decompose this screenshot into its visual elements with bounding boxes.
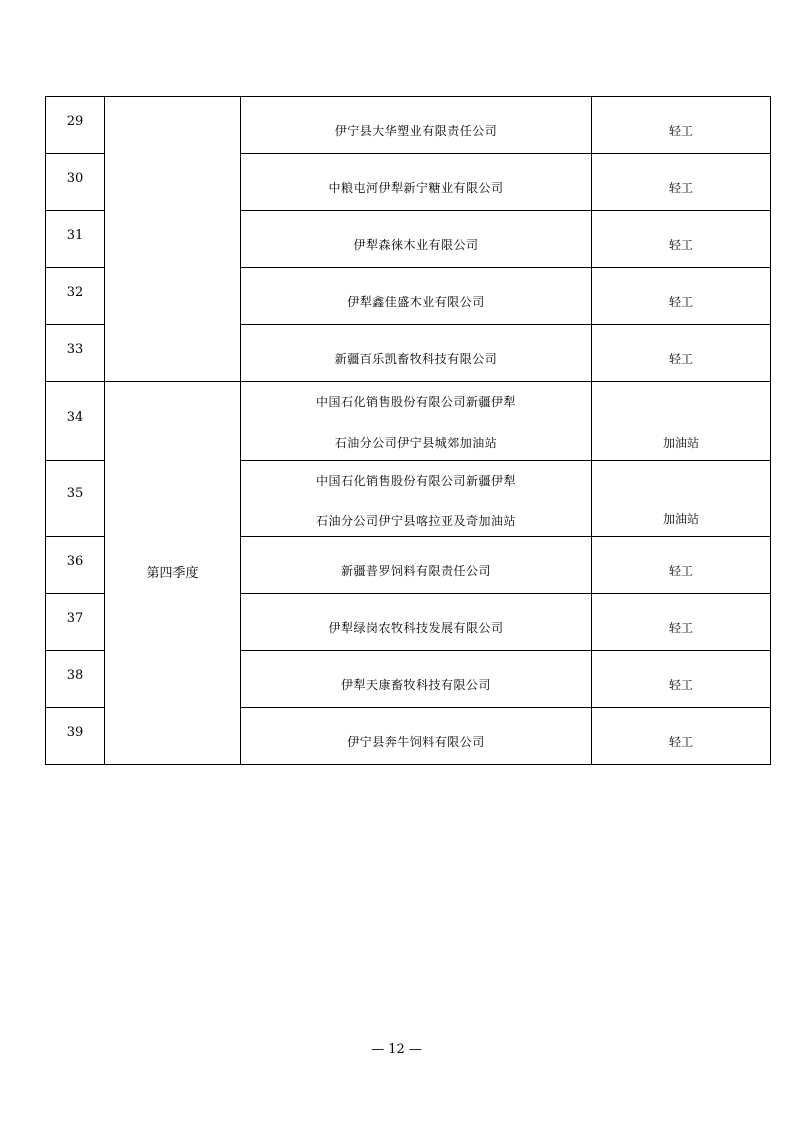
company-name: 伊犁天康畜牧科技有限公司 xyxy=(241,651,592,708)
company-name: 中粮屯河伊犁新宁糖业有限公司 xyxy=(241,154,592,211)
company-name xyxy=(241,461,592,537)
industry-type: 轻工 xyxy=(592,154,771,211)
company-name: 新疆普罗饲料有限责任公司 xyxy=(241,537,592,594)
company-name xyxy=(241,382,592,461)
row-number: 31 xyxy=(46,211,105,268)
industry-type: 轻工 xyxy=(592,708,771,765)
row-number: 34 xyxy=(46,382,105,461)
company-name: 伊宁县大华塑业有限责任公司 xyxy=(241,97,592,154)
company-name: 新疆百乐凯畜牧科技有限公司 xyxy=(241,325,592,382)
company-name: 伊犁鑫佳盛木业有限公司 xyxy=(241,268,592,325)
row-number: 36 xyxy=(46,537,105,594)
company-name-line2: 石油分公司伊宁县城郊加油站 xyxy=(334,436,498,450)
row-number: 35 xyxy=(46,461,105,537)
enterprise-table xyxy=(45,96,771,765)
company-name: 伊宁县奔牛饲料有限公司 xyxy=(241,708,592,765)
company-name: 伊犁绿岗农牧科技发展有限公司 xyxy=(241,594,592,651)
industry-type: 轻工 xyxy=(592,211,771,268)
quarter-cell-previous xyxy=(105,97,241,382)
company-name-line1: 中国石化销售股份有限公司新疆伊犁 xyxy=(315,474,516,488)
table-row xyxy=(46,97,771,154)
row-number: 29 xyxy=(46,97,105,154)
industry-type: 轻工 xyxy=(592,97,771,154)
industry-type: 轻工 xyxy=(592,651,771,708)
row-number: 30 xyxy=(46,154,105,211)
industry-type: 轻工 xyxy=(592,537,771,594)
quarter-label: 第四季度 xyxy=(105,382,241,765)
industry-type: 加油站 xyxy=(592,382,771,461)
row-number: 33 xyxy=(46,325,105,382)
row-number: 32 xyxy=(46,268,105,325)
industry-type: 轻工 xyxy=(592,594,771,651)
industry-type: 轻工 xyxy=(592,325,771,382)
row-number: 37 xyxy=(46,594,105,651)
industry-type: 轻工 xyxy=(592,268,771,325)
table-row xyxy=(46,382,771,461)
row-number: 38 xyxy=(46,651,105,708)
company-name: 伊犁森徕木业有限公司 xyxy=(241,211,592,268)
company-name-line2: 石油分公司伊宁县喀拉亚及奇加油站 xyxy=(315,514,516,528)
company-name-line1: 中国石化销售股份有限公司新疆伊犁 xyxy=(315,395,516,409)
row-number: 39 xyxy=(46,708,105,765)
industry-type: 加油站 xyxy=(592,461,771,537)
page-number: — 12 — xyxy=(371,1042,422,1057)
